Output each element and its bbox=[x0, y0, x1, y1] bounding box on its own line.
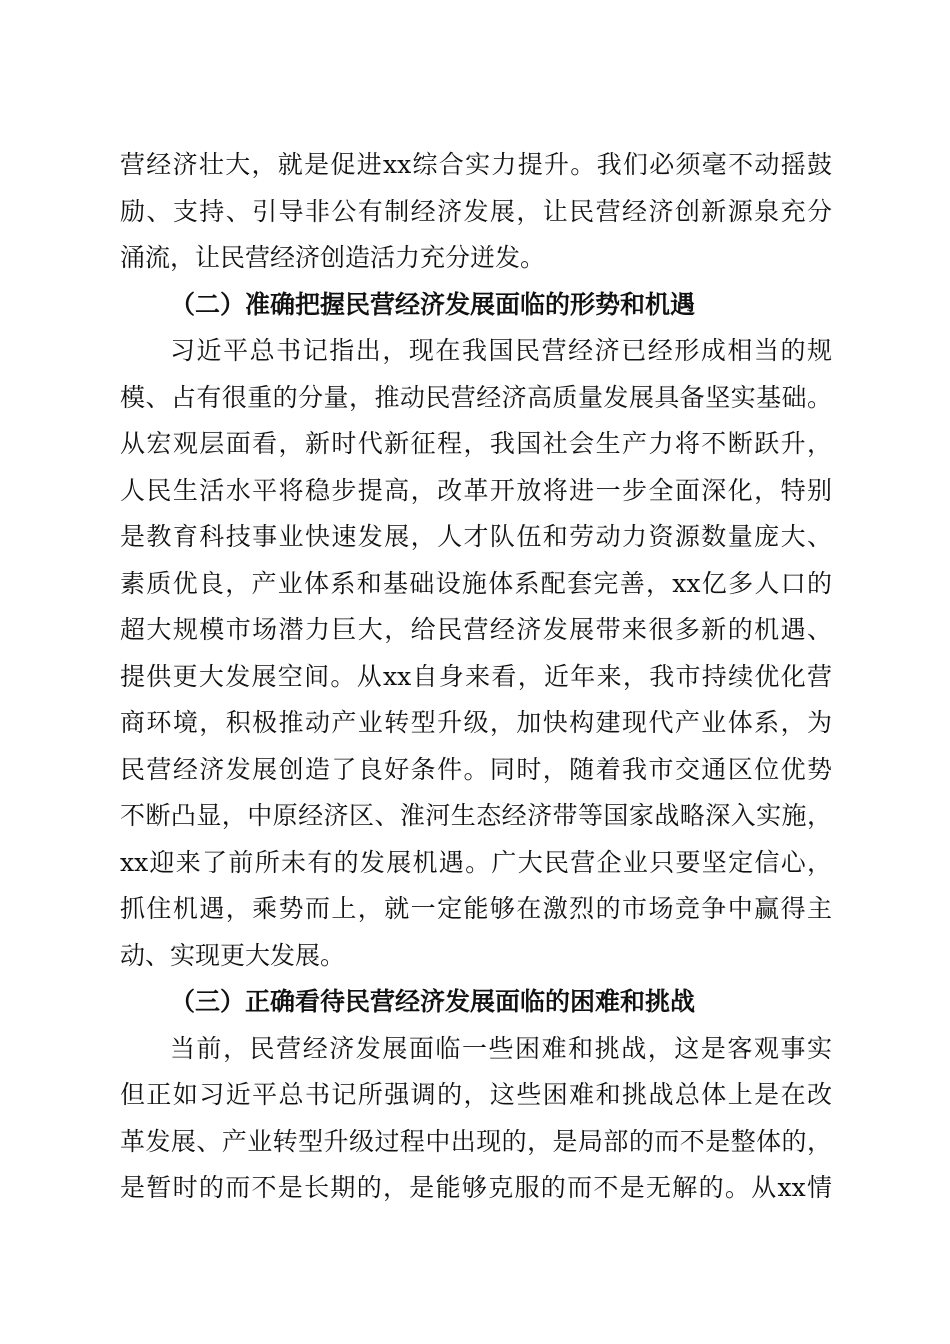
text-line: 模、占有很重的分量，推动民营经济高质量发展具备坚实基础。 bbox=[120, 382, 832, 412]
text-line: 革发展、产业转型升级过程中出现的，是局部的而不是整体的， bbox=[120, 1126, 832, 1156]
text-line: 习近平总书记指出，现在我国民营经济已经形成相当的规 bbox=[170, 336, 832, 365]
text-line: 营经济壮大，就是促进xx综合实力提升。我们必须毫不动摇鼓 bbox=[120, 150, 832, 179]
text-line: 是暂时的而不是长期的，是能够克服的而不是无解的。从xx情 bbox=[120, 1173, 832, 1202]
text-line: 是教育科技事业快速发展，人才队伍和劳动力资源数量庞大、 bbox=[120, 522, 832, 551]
text-line: 商环境，积极推动产业转型升级，加快构建现代产业体系，为 bbox=[120, 708, 832, 737]
section-heading-2: （二）准确把握民营经济发展面临的形势和机遇 bbox=[170, 289, 696, 319]
text-line: 抓住机遇，乘势而上，就一定能够在激烈的市场竞争中赢得主 bbox=[120, 894, 832, 923]
text-line: 励、支持、引导非公有制经济发展，让民营经济创新源泉充分 bbox=[120, 196, 832, 226]
section-heading-3: （三）正确看待民营经济发展面临的困难和挑战 bbox=[170, 987, 696, 1016]
text-line: 当前，民营经济发展面临一些困难和挑战，这是客观事实 bbox=[170, 1033, 832, 1063]
text-line: 但正如习近平总书记所强调的，这些困难和挑战总体上是在改 bbox=[120, 1080, 832, 1109]
text-line: 从宏观层面看，新时代新征程，我国社会生产力将不断跃升， bbox=[120, 429, 832, 458]
text-line: 提供更大发展空间。从xx自身来看，近年来，我市持续优化营 bbox=[120, 661, 832, 691]
text-line: 民营经济发展创造了良好条件。同时，随着我市交通区位优势 bbox=[120, 754, 832, 784]
text-line: xx迎来了前所未有的发展机遇。广大民营企业只要坚定信心， bbox=[120, 847, 832, 877]
text-line: 动、实现更大发展。 bbox=[120, 940, 346, 970]
text-line: 素质优良，产业体系和基础设施体系配套完善，xx亿多人口的 bbox=[120, 568, 832, 598]
text-line: 人民生活水平将稳步提高，改革开放将进一步全面深化，特别 bbox=[120, 475, 832, 505]
text-line: 涌流，让民营经济创造活力充分迸发。 bbox=[120, 243, 546, 272]
text-line: 超大规模市场潜力巨大，给民营经济发展带来很多新的机遇、 bbox=[120, 615, 832, 644]
document-body bbox=[120, 142, 832, 1212]
text-line: 不断凸显，中原经济区、淮河生态经济带等国家战略深入实施， bbox=[120, 801, 832, 830]
